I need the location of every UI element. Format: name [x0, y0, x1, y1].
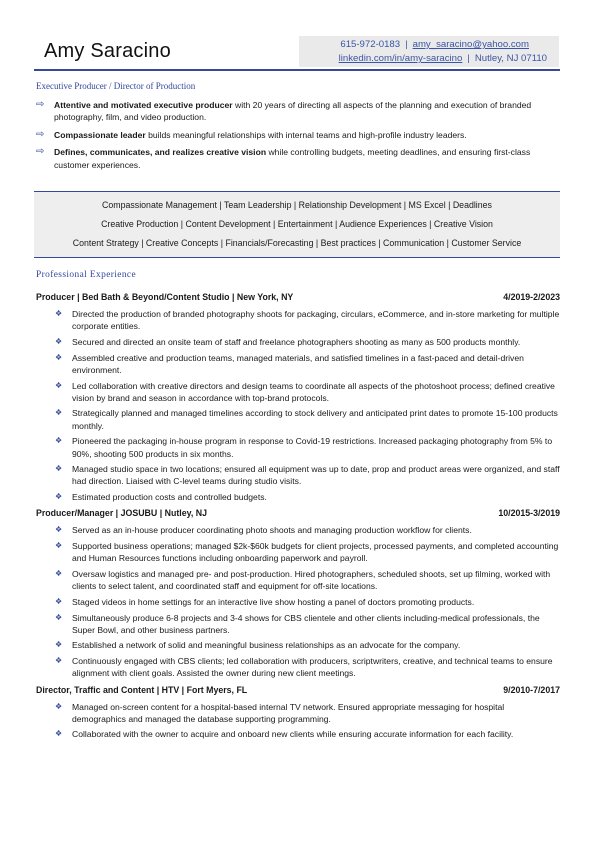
- job-bullet: [36, 701, 560, 725]
- job-bullet: [36, 352, 560, 376]
- bullet-text: Established a network of solid and meaningful business relationships as an advocate for the company.: [72, 640, 461, 651]
- job-dates: 9/2010-7/2017: [503, 684, 560, 695]
- job-title: Producer | Bed Bath & Beyond/Content Studio | New York, NY: [36, 292, 294, 302]
- bullet-text: Estimated production costs and controlled budgets.: [72, 492, 267, 503]
- diamond-icon: ❖: [55, 640, 63, 650]
- job-bullet: [36, 336, 560, 348]
- location: Nutley, NJ 07110: [474, 53, 547, 64]
- diamond-icon: ❖: [55, 380, 63, 390]
- job-entry: [36, 508, 560, 679]
- headline: Executive Producer / Director of Production: [36, 81, 196, 91]
- diamond-icon: ❖: [55, 596, 63, 606]
- bullet-text: Managed studio space in two locations; ensured all equipment was up to date, prop and product areas were organized, and staff had direction. Liaised with C-level teams during studio visits.: [72, 464, 560, 487]
- job-bullet: [36, 596, 560, 608]
- job-bullet: [36, 380, 560, 404]
- diamond-icon: ❖: [55, 436, 63, 446]
- bullet-text: Led collaboration with creative directors and design teams to coordinate all aspects of the photoshoot process; defined creative vision by brand and season in accordance with top-brand protocols.: [72, 380, 555, 403]
- arrow-right-icon: ⇨: [36, 128, 45, 140]
- job-bullet: [36, 655, 560, 679]
- arrow-right-icon: ⇨: [36, 146, 45, 158]
- bullet-text: Collaborated with the owner to acquire and onboard new clients while ensuring accurate information for each facility.: [72, 729, 514, 740]
- job-entry: [36, 685, 560, 741]
- summary-list: [36, 99, 560, 176]
- bullet-text: Secured and directed an onsite team of staff and freelance photographers shooting as many as 500 products monthly.: [72, 336, 521, 347]
- job-bullet: [36, 568, 560, 592]
- diamond-icon: ❖: [55, 568, 63, 578]
- diamond-icon: ❖: [55, 408, 63, 418]
- diamond-icon: ❖: [55, 701, 63, 711]
- diamond-icon: ❖: [55, 309, 63, 318]
- experience-list: [36, 292, 560, 746]
- job-header: [36, 508, 560, 521]
- job-dates: 4/2019-2/2023: [503, 292, 560, 302]
- bullet-text: Oversaw logistics and managed pre- and post-production. Hired photographers, scheduled shoots, set up filming, worked with clients to select talent, and coordinated staff and equipment for off-site locations.: [72, 568, 551, 592]
- skills-line: Compassionate Management | Team Leadership | Relationship Development | MS Excel | Deadlines: [102, 200, 492, 210]
- bullet-text: Directed the production of branded photography shoots for packaging, circulars, eCommerce, and in-store marketing for multiple corporate entities.: [72, 309, 560, 332]
- bullet-text: Assembled creative and production teams, managed materials, and satisfied timelines in a fast-paced and detail-driven environment.: [72, 352, 524, 375]
- job-bullet: [36, 524, 560, 536]
- job-bullet: [36, 435, 560, 459]
- job-header: [36, 685, 560, 698]
- job-title: Producer/Manager | JOSUBU | Nutley, NJ: [36, 508, 207, 519]
- candidate-name: Amy Saracino: [44, 40, 171, 62]
- bullet-text: Pioneered the packaging in-house program in response to Covid-19 restrictions. Increased packaging photography from 5% to 90%, shooting 500 products in six months.: [72, 436, 553, 459]
- bullet-text: Continuously engaged with CBS clients; led collaboration with producers, scriptwriters, creative, and technical teams to ensure alignment with client goals. Assisted the owner during new client meetings.: [72, 656, 553, 679]
- contact-line-2: [339, 53, 547, 64]
- section-title-experience: Professional Experience: [36, 270, 137, 280]
- diamond-icon: ❖: [55, 336, 63, 346]
- bullet-text: Supported business operations; managed $2k-$60k budgets for client projects, processed payments, and completed accounting and Human Resources functions including onboarding paperwork and payroll.: [72, 541, 559, 564]
- separator: |: [467, 53, 470, 64]
- contact-line-1: [340, 39, 529, 50]
- bullet-text: Managed on-screen content for a hospital-based internal TV network. Ensured appropriate messaging for hospital demographics and managed the database supporting programming.: [72, 701, 505, 724]
- diamond-icon: ❖: [55, 464, 63, 474]
- email-link[interactable]: amy_saracino@yahoo.com: [412, 39, 529, 50]
- summary-text: builds meaningful relationships with internal teams and high-profile industry leaders.: [145, 129, 467, 140]
- job-bullet: [36, 612, 560, 636]
- diamond-icon: ❖: [55, 525, 63, 535]
- bullet-text: Staged videos in home settings for an interactive live show hosting a panel of doctors promoting products.: [72, 596, 475, 607]
- diamond-icon: ❖: [55, 541, 63, 551]
- diamond-icon: ❖: [55, 352, 63, 362]
- linkedin-link[interactable]: linkedin.com/in/amy-saracino: [338, 53, 463, 64]
- bullet-text: Served as an in-house producer coordinating photo shoots and managing production workflow for clients.: [72, 525, 472, 536]
- skills-line: Creative Production | Content Development | Entertainment | Audience Experiences | Creative Vision: [101, 219, 493, 229]
- summary-bold: Compassionate leader: [54, 129, 146, 140]
- job-title: Director, Traffic and Content | HTV | Fort Myers, FL: [36, 684, 248, 695]
- job-bullet: [36, 308, 560, 332]
- summary-text: with 20 years of directing all aspects of the planning and execution of branded photography, film, and video production.: [54, 100, 532, 123]
- job-bullet: [36, 728, 560, 740]
- summary-item: [36, 99, 560, 124]
- job-bullet: [36, 463, 560, 487]
- diamond-icon: ❖: [55, 612, 63, 622]
- bullet-text: Simultaneously produce 6-8 projects and 3-4 shows for CBS clientele and other clients including-medical professionals, the Super Bowl, and other business partners.: [72, 612, 540, 635]
- summary-item: [36, 146, 560, 171]
- bullet-text: Strategically planned and managed timelines according to stock delivery and anticipated print dates to promote 15-100 products monthly.: [72, 408, 558, 431]
- diamond-icon: ❖: [55, 729, 63, 739]
- job-bullet: [36, 407, 560, 431]
- header-rule: [34, 69, 560, 71]
- skills-line: Content Strategy | Creative Concepts | Financials/Forecasting | Best practices | Communication | Customer Service: [72, 238, 522, 248]
- job-entry: [36, 292, 560, 503]
- summary-bold: Attentive and motivated executive producer: [54, 100, 233, 110]
- job-bullet: [36, 639, 560, 651]
- job-dates: 10/2015-3/2019: [498, 508, 560, 519]
- diamond-icon: ❖: [55, 656, 63, 666]
- job-bullet: [36, 491, 560, 503]
- arrow-right-icon: ⇨: [36, 99, 45, 110]
- summary-text: while controlling budgets, meeting deadlines, and ensuring first-class customer experiences.: [54, 147, 531, 170]
- job-header: [36, 292, 560, 305]
- summary-bold: Defines, communicates, and realizes creative vision: [54, 147, 267, 158]
- job-bullet: [36, 540, 560, 564]
- summary-item: [36, 129, 560, 141]
- contact-box: [299, 36, 559, 67]
- skills-box: [34, 191, 560, 258]
- diamond-icon: ❖: [55, 492, 63, 502]
- phone: 615-972-0183: [340, 39, 401, 50]
- separator: |: [405, 39, 408, 50]
